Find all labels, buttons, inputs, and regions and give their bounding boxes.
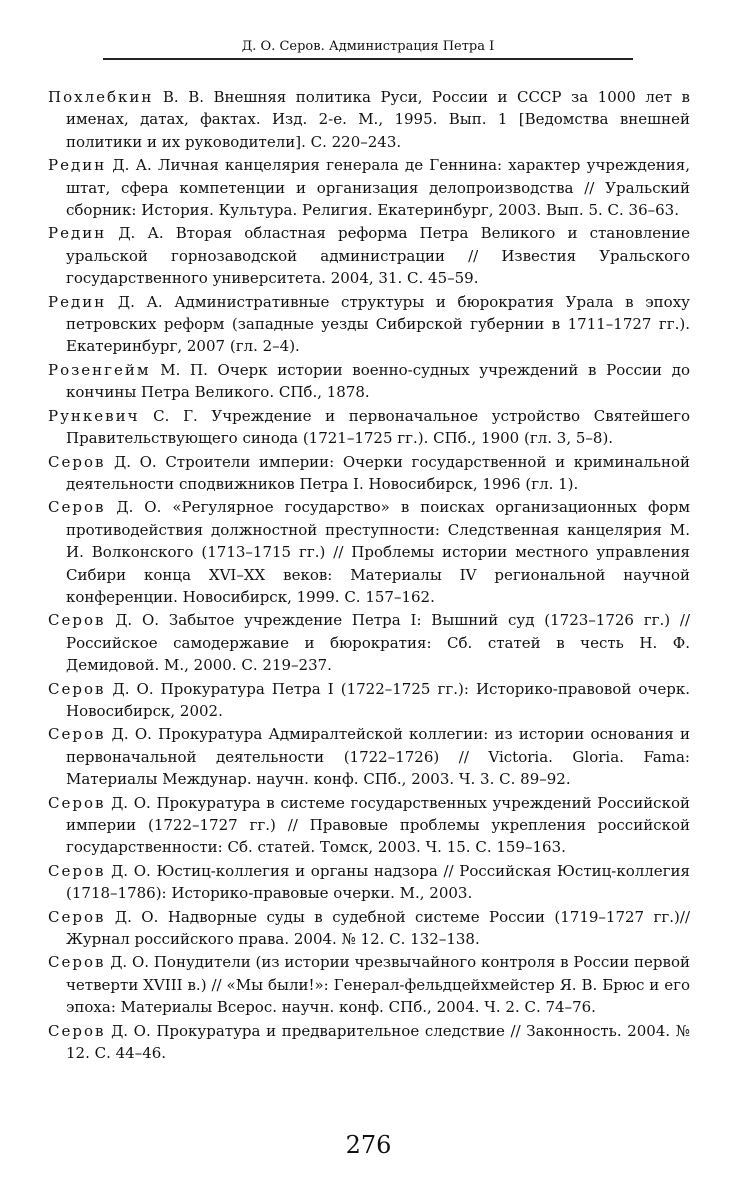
reference-entry (48, 609, 690, 676)
reference-entry (48, 678, 690, 723)
reference-text: Д. О. «Регулярное государство» в поисках организационных форм противодействия должностной преступности: Следственная канцелярия М. И. Волконского (1713–1715 гг.) // Проблемы истории местного управления Сибири конца XVI–XX веков: Материалы IV региональной научной конференции. Новосибирск, 1999. С. 157–162. (66, 498, 690, 606)
reference-text: Д. О. Надворные суды в судебной системе России (1719–1727 гг.)// Журнал российского права. 2004. № 12. С. 132–138. (66, 907, 690, 949)
reference-author: Розенгейм (48, 360, 151, 379)
reference-author: Серов (48, 953, 106, 972)
reference-entry (48, 723, 690, 790)
reference-author: Серов (48, 793, 106, 812)
reference-entry (48, 405, 690, 450)
reference-author: Редин (48, 292, 107, 311)
reference-author: Серов (48, 1021, 106, 1040)
reference-author: Серов (48, 861, 106, 880)
reference-entry (48, 792, 690, 859)
reference-text: В. В. Внешняя политика Руси, России и СССР за 1000 лет в именах, датах, фактах. Изд. 2-е. М., 1995. Вып. 1 [Ведомства внешней политики и их руководители]. С. 220–243. (66, 88, 690, 151)
reference-text: Д. А. Личная канцелярия генерала де Геннина: характер учреждения, штат, сфера компетенции и организация делопроизводства // Уральский сборник: История. Культура. Религия. Екатеринбург, 2003. Вып. 5. С. 36–63. (66, 156, 690, 220)
reference-text: Д. О. Прокуратура Петра I (1722–1725 гг.): Историко-правовой очерк. Новосибирск, 2002. (66, 679, 690, 720)
reference-text: Д. О. Прокуратура и предварительное следствие // Законность. 2004. № 12. С. 44–46. (66, 1021, 690, 1063)
reference-author: Серов (48, 498, 106, 517)
reference-entry (48, 860, 690, 905)
reference-entry (48, 222, 690, 289)
reference-author: Серов (48, 452, 106, 471)
reference-text: Д. О. Понудители (из истории чрезвычайного контроля в России первой четверти XVIII в.) // «Мы были!»: Генерал-фельдцейхмейстер Я. В. Брюс и его эпоха: Материалы Всерос. научн. конф. СПб., 2004. Ч. 2. С. 74–76. (66, 953, 690, 1017)
reference-entry (48, 86, 690, 153)
reference-entry (48, 154, 690, 221)
reference-author: Редин (48, 224, 107, 243)
reference-author: Редин (48, 156, 107, 175)
reference-text: Д. А. Вторая областная реформа Петра Великого и становление уральской горнозаводской администрации // Известия Уральского государственного университета. 2004, 31. С. 45–59. (66, 224, 690, 288)
reference-entry (48, 291, 690, 358)
reference-author: Рункевич (48, 406, 140, 425)
reference-text: Д. О. Строители империи: Очерки государственной и криминальной деятельности сподвижников Петра I. Новосибирск, 1996 (гл. 1). (66, 452, 690, 493)
reference-entry (48, 906, 690, 951)
reference-author: Серов (48, 679, 106, 698)
reference-text: Д. О. Прокуратура Адмиралтейской коллегии: из истории основания и первоначальной деятельности (1722–1726) // Victoria. Gloria. Fama: Материалы Междунар. научн. конф. СПб., 2003. Ч. 3. С. 89–92. (66, 725, 690, 789)
reference-author: Серов (48, 907, 106, 926)
reference-entry (48, 496, 690, 608)
reference-author: Серов (48, 725, 106, 744)
running-header: Д. О. Серов. Администрация Петра I (103, 38, 633, 60)
reference-text: Д. А. Административные структуры и бюрократия Урала в эпоху петровских реформ (западные уезды Сибирской губернии в 1711–1727 гг.). Екатеринбург, 2007 (гл. 2–4). (66, 292, 690, 356)
reference-text: М. П. Очерк истории военно-судных учреждений в России до кончины Петра Великого. СПб., 1878. (66, 360, 690, 402)
reference-entry (48, 1020, 690, 1065)
reference-text: Д. О. Прокуратура в системе государственных учреждений Российской империи (1722–1727 гг.) // Правовые проблемы укрепления российской государственности: Сб. статей. Томск, 2003. Ч. 15. С. 159–163. (66, 793, 690, 857)
page-number: 276 (345, 1131, 392, 1159)
reference-entry (48, 451, 690, 496)
reference-text: Д. О. Забытое учреждение Петра I: Вышний суд (1723–1726 гг.) // Российское самодержавие и бюрократия: Сб. статей в честь Н. Ф. Демидовой. М., 2000. С. 219–237. (66, 611, 690, 675)
reference-author: Серов (48, 611, 106, 630)
reference-text: С. Г. Учреждение и первоначальное устройство Святейшего Правительствующего синода (1721–1725 гг.). СПб., 1900 (гл. 3, 5–8). (66, 406, 690, 448)
reference-author: Похлебкин (48, 88, 154, 106)
reference-entry (48, 951, 690, 1018)
bibliography-list (48, 86, 690, 1065)
reference-text: Д. О. Юстиц-коллегия и органы надзора // Российская Юстиц-коллегия (1718–1786): Историко-правовые очерки. М., 2003. (66, 861, 690, 903)
reference-entry (48, 359, 690, 404)
